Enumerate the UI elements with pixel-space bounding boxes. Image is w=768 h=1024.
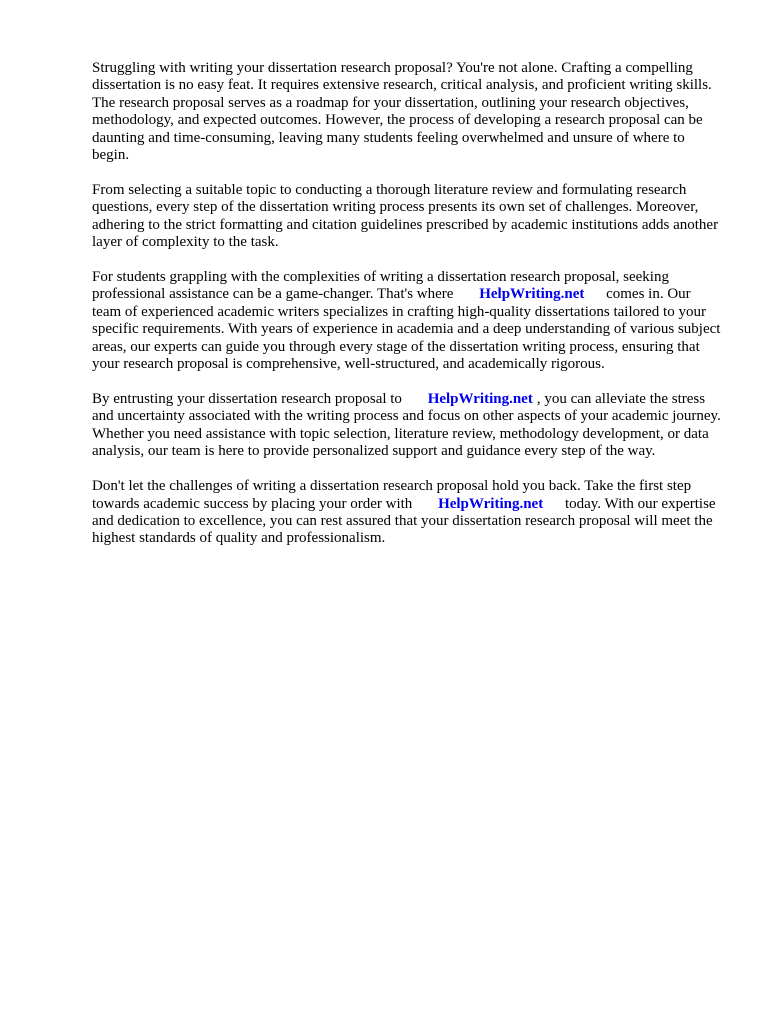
paragraph-assistance	[92, 269, 722, 373]
helpwriting-link[interactable]: HelpWriting.net	[427, 391, 533, 407]
paragraph-text-after-link: today. With our expertise and dedication to excellence, you can rest assured that your dissertation research proposal will meet the highest standards of quality and professionalism.	[92, 495, 716, 547]
paragraph-call-to-action	[92, 478, 722, 548]
paragraph-entrusting	[92, 391, 722, 461]
paragraph-challenges	[92, 182, 722, 252]
paragraph-intro	[92, 60, 722, 164]
paragraph-text-before-link: By entrusting your dissertation research proposal to	[92, 391, 402, 407]
paragraph-text-before-link: For students grappling with the complexities of writing a dissertation research proposal, seeking professional assistance can be a game-changer. That's where	[92, 269, 669, 303]
paragraph-text-before-link: Don't let the challenges of writing a dissertation research proposal hold you back. Take the first step towards academic success by placing your order with	[92, 478, 692, 512]
document-body	[92, 60, 722, 565]
paragraph-text-after-link: , you can alleviate the stress and uncertainty associated with the writing process and focus on other aspects of your academic journey. Whether you need assistance with topic selection, literature review, methodology development, or data analysis, our team is here to provide personalized support and guidance every step of the way.	[92, 391, 721, 460]
helpwriting-link[interactable]: HelpWriting.net	[438, 495, 544, 512]
paragraph-text: Struggling with writing your dissertation research proposal? You're not alone. Crafting a compelling dissertation is no easy feat. It requires extensive research, critical analysis, and proficient writing skills. The research proposal serves as a roadmap for your dissertation, outlining your research objectives, methodology, and expected outcomes. However, the process of developing a research proposal can be daunting and time-consuming, leaving many students feeling overwhelmed and unsure of where to begin.	[92, 60, 712, 164]
paragraph-text: From selecting a suitable topic to conducting a thorough literature review and formulating research questions, every step of the dissertation writing process presents its own set of challenges. Moreover, adhering to the strict formatting and citation guidelines prescribed by academic institutions adds another layer of complexity to the task.	[92, 181, 719, 251]
helpwriting-link[interactable]: HelpWriting.net	[479, 286, 585, 303]
paragraph-text-after-link: comes in. Our team of experienced academic writers specializes in crafting high-quality dissertations tailored to your specific requirements. With years of experience in academia and a deep understanding of various subject areas, our experts can guide you through every stage of the dissertation writing process, ensuring that your research proposal is comprehensive, well-structured, and academically rigorous.	[92, 286, 721, 373]
